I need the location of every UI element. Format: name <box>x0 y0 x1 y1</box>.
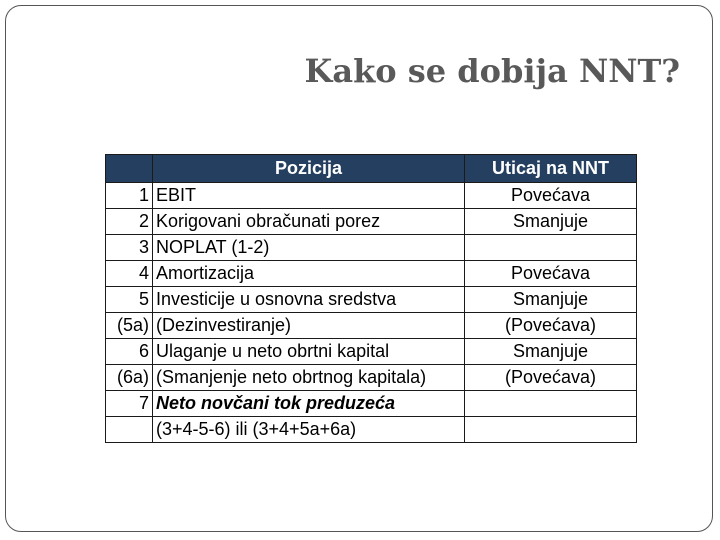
row-effect: Smanjuje <box>465 339 637 365</box>
header-effect: Uticaj na NNT <box>465 155 637 183</box>
table-row <box>106 287 637 313</box>
row-num: 3 <box>106 235 153 261</box>
row-position: (Smanjenje neto obrtnog kapitala) <box>153 365 465 391</box>
table-row <box>106 235 637 261</box>
row-effect <box>465 235 637 261</box>
row-num: (6a) <box>106 365 153 391</box>
row-position: Investicije u osnovna sredstva <box>153 287 465 313</box>
row-effect: Povećava <box>465 183 637 209</box>
row-effect: Smanjuje <box>465 287 637 313</box>
row-position: (3+4-5-6) ili (3+4+5a+6a) <box>153 417 465 443</box>
header-num <box>106 155 153 183</box>
row-num: 2 <box>106 209 153 235</box>
row-num: 5 <box>106 287 153 313</box>
row-effect: Povećava <box>465 261 637 287</box>
row-position: Amortizacija <box>153 261 465 287</box>
table-row <box>106 209 637 235</box>
table-row <box>106 261 637 287</box>
row-position: Neto novčani tok preduzeća <box>153 391 465 417</box>
row-effect: (Povećava) <box>465 365 637 391</box>
row-effect: Smanjuje <box>465 209 637 235</box>
row-num: 1 <box>106 183 153 209</box>
table-row <box>106 417 637 443</box>
row-position: NOPLAT (1-2) <box>153 235 465 261</box>
table-row <box>106 391 637 417</box>
row-num: 6 <box>106 339 153 365</box>
table-row <box>106 313 637 339</box>
table-row <box>106 365 637 391</box>
row-num: (5a) <box>106 313 153 339</box>
table-row <box>106 183 637 209</box>
row-position: EBIT <box>153 183 465 209</box>
row-position: (Dezinvestiranje) <box>153 313 465 339</box>
row-num: 4 <box>106 261 153 287</box>
row-effect <box>465 417 637 443</box>
nnt-table <box>105 154 637 443</box>
row-num <box>106 417 153 443</box>
row-effect <box>465 391 637 417</box>
row-position: Korigovani obračunati porez <box>153 209 465 235</box>
row-effect: (Povećava) <box>465 313 637 339</box>
slide-title: Kako se dobija NNT? <box>304 52 680 90</box>
slide-frame <box>5 5 713 532</box>
header-position: Pozicija <box>153 155 465 183</box>
table-header-row <box>106 155 637 183</box>
row-num: 7 <box>106 391 153 417</box>
row-position: Ulaganje u neto obrtni kapital <box>153 339 465 365</box>
table-row <box>106 339 637 365</box>
